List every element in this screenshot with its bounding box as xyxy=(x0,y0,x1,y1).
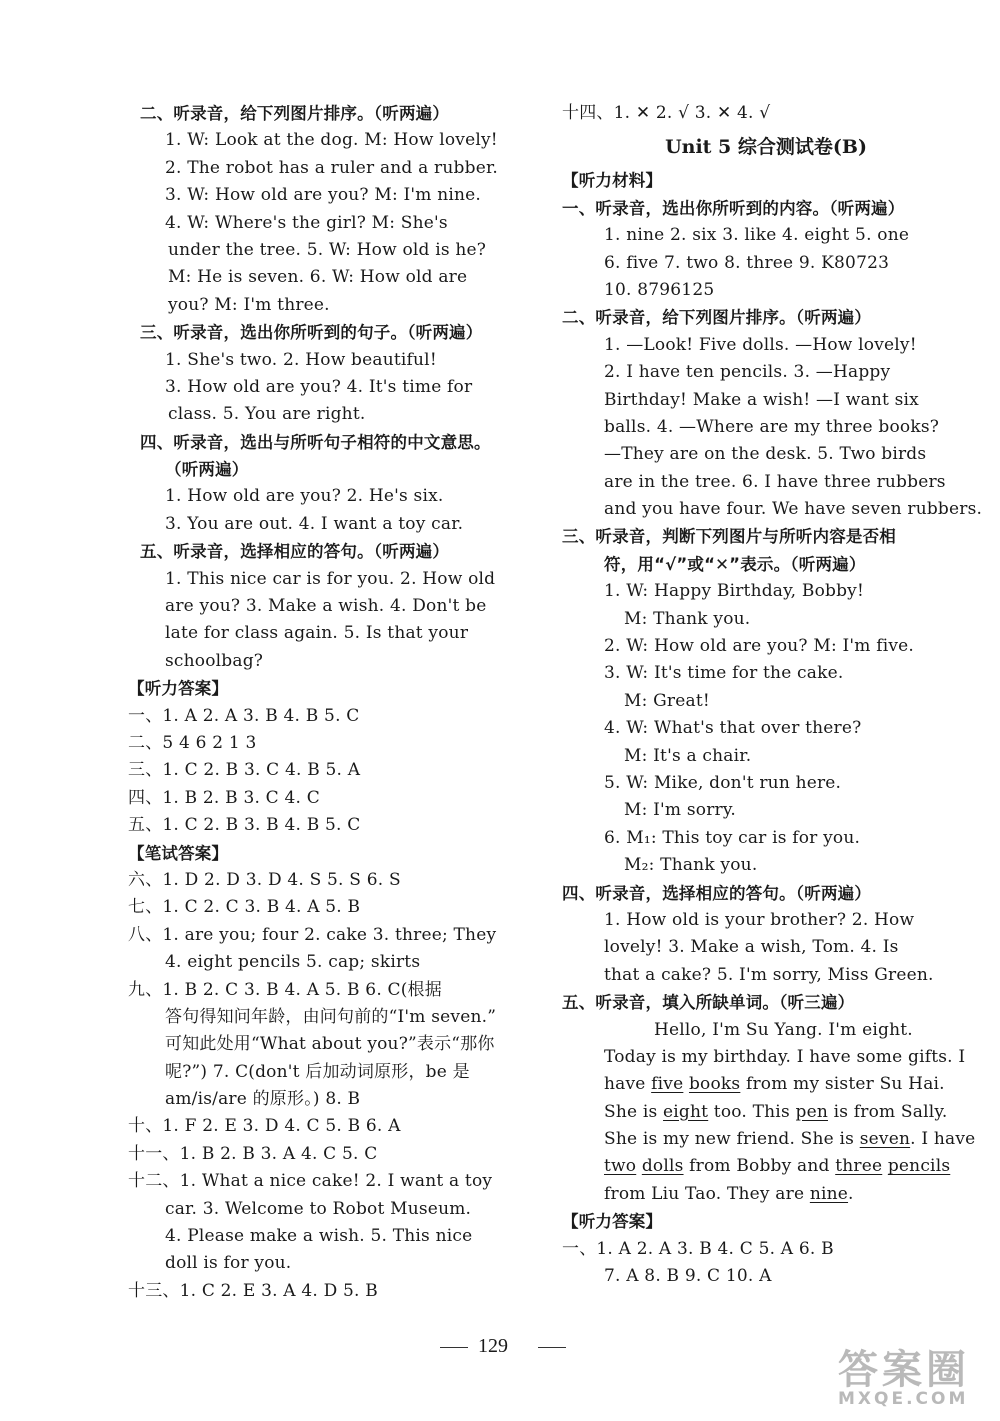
passage-text: Today is my birthday. I have some gifts. I xyxy=(604,1046,966,1067)
right-line: balls. 4. —Where are my three books? xyxy=(604,416,940,437)
left-line: 二、5 4 6 2 1 3 xyxy=(128,732,257,753)
passage-text: . xyxy=(848,1183,854,1204)
page-dash-right xyxy=(538,1347,566,1348)
watermark-text: 答案圈 xyxy=(838,1347,970,1393)
left-line: 1. How old are you? 2. He's six. xyxy=(165,486,444,507)
left-line: 3. You are out. 4. I want a toy car. xyxy=(165,513,464,534)
left-line: 四、1. B 2. B 3. C 4. C xyxy=(128,787,320,808)
watermark-url: MXQE.COM xyxy=(838,1389,969,1409)
left-line: am/is/are 的原形。) 8. B xyxy=(165,1089,361,1110)
right-line: M₂: Thank you. xyxy=(624,855,758,876)
right-line: 5. W: Mike, don't run here. xyxy=(604,772,842,793)
right-line: 一、听录音，选出你所听到的内容。（听两遍） xyxy=(562,198,905,218)
left-line: 二、听录音，给下列图片排序。（听两遍） xyxy=(140,104,450,123)
passage-text: too. This xyxy=(708,1101,796,1122)
right-line: Birthday! Make a wish! —I want six xyxy=(604,389,919,410)
answer-line: 【听力答案】 xyxy=(562,1212,663,1232)
right-line: M: It's a chair. xyxy=(624,745,752,766)
passage-line xyxy=(562,1071,970,1098)
left-line: under the tree. 5. W: How old is he? xyxy=(168,239,487,260)
right-line: 1. W: Happy Birthday, Bobby! xyxy=(604,581,865,602)
passage-line xyxy=(562,1099,970,1126)
passage-text: Hello, I'm Su Yang. I'm eight. xyxy=(654,1019,913,1040)
left-line: 四、听录音，选出与所听句子相符的中文意思。 xyxy=(140,432,491,452)
left-line: 一、1. A 2. A 3. B 4. B 5. C xyxy=(128,705,360,726)
left-line: 【笔试答案】 xyxy=(128,843,229,863)
left-line: are you? 3. Make a wish. 4. Don't be xyxy=(165,596,487,617)
left-line: late for class again. 5. Is that your xyxy=(165,623,469,644)
left-line: car. 3. Welcome to Robot Museum. xyxy=(165,1198,472,1219)
right-line: lovely! 3. Make a wish, Tom. 4. Is xyxy=(604,937,899,958)
answer-blank: three xyxy=(835,1156,883,1177)
left-line: 4. Please make a wish. 5. This nice xyxy=(165,1226,473,1247)
left-line: you? M: I'm three. xyxy=(168,294,330,315)
right-line: 2. W: How old are you? M: I'm five. xyxy=(604,636,915,657)
passage-text: from Bobby and xyxy=(683,1156,836,1177)
answer-blank: books xyxy=(688,1074,741,1095)
right-line: and you have four. We have seven rubbers. xyxy=(604,499,983,520)
right-line: that a cake? 5. I'm sorry, Miss Green. xyxy=(604,964,934,985)
right-line: 符，用“√”或“✕”表示。（听两遍） xyxy=(604,554,866,574)
passage-text: She is xyxy=(604,1101,664,1122)
right-line: 1. —Look! Five dolls. —How lovely! xyxy=(604,334,917,355)
answer-blank: pencils xyxy=(887,1156,951,1177)
right-line: 3. W: It's time for the cake. xyxy=(604,663,844,684)
left-line: 可知此处用“What about you?”表示“那你 xyxy=(165,1034,495,1055)
left-line: 七、1. C 2. C 3. B 4. A 5. B xyxy=(128,897,361,918)
left-line: 十三、1. C 2. E 3. A 4. D 5. B xyxy=(128,1280,378,1301)
right-line: 10. 8796125 xyxy=(604,279,715,300)
passage-text: She is my new friend. She is xyxy=(604,1129,860,1150)
passage-text: . I have xyxy=(910,1129,976,1150)
right-line: —They are on the desk. 5. Two birds xyxy=(604,444,927,465)
left-line: 九、1. B 2. C 3. B 4. A 5. B 6. C(根据 xyxy=(128,979,442,1000)
left-line: M: He is seven. 6. W: How old are xyxy=(168,267,468,288)
left-line: 3. How old are you? 4. It's time for xyxy=(165,376,473,397)
left-line: 1. W: Look at the dog. M: How lovely! xyxy=(165,130,498,151)
left-line: 3. W: How old are you? M: I'm nine. xyxy=(165,185,482,206)
right-line: 四、听录音，选择相应的答句。（听两遍） xyxy=(562,883,872,903)
left-line: 十、1. F 2. E 3. D 4. C 5. B 6. A xyxy=(128,1116,401,1137)
left-line: class. 5. You are right. xyxy=(168,404,366,425)
page-dash-left xyxy=(440,1347,468,1348)
passage-text: have xyxy=(604,1074,652,1095)
answer-blank: seven xyxy=(859,1129,911,1150)
right-line: M: Great! xyxy=(624,690,710,711)
right-line: 1. nine 2. six 3. like 4. eight 5. one xyxy=(604,225,910,246)
answer-blank: eight xyxy=(663,1101,709,1122)
left-line: 五、1. C 2. B 3. B 4. B 5. C xyxy=(128,815,361,836)
left-line: 五、听录音，选择相应的答句。（听两遍） xyxy=(140,542,450,562)
passage-text: from my sister Su Hai. xyxy=(740,1074,945,1095)
right-line: 二、听录音，给下列图片排序。（听两遍） xyxy=(562,308,872,328)
unit-title: Unit 5 综合测试卷(B) xyxy=(665,136,867,159)
left-line: 1. This nice car is for you. 2. How old xyxy=(165,568,496,589)
answer-blank: five xyxy=(651,1074,684,1095)
right-line: 【听力材料】 xyxy=(562,171,663,191)
right-line: 6. five 7. two 8. three 9. K80723 xyxy=(604,252,890,273)
passage-line xyxy=(562,1017,970,1044)
right-line: 三、听录音，判断下列图片与所听内容是否相 xyxy=(562,527,896,547)
right-column xyxy=(562,100,983,1290)
passage-text: is from Sally. xyxy=(827,1101,948,1122)
right-line: M: I'm sorry. xyxy=(624,800,737,821)
watermark-logo xyxy=(838,1338,988,1408)
left-line: 2. The robot has a ruler and a rubber. xyxy=(165,157,499,178)
left-line: 三、听录音，选出你所听到的句子。（听两遍） xyxy=(140,323,483,343)
left-line: schoolbag? xyxy=(165,650,264,671)
listening-answers xyxy=(562,1208,970,1290)
passage-line xyxy=(562,1044,970,1071)
passage-line xyxy=(562,1126,976,1153)
passage-line xyxy=(562,1181,970,1208)
answer-blank: two xyxy=(604,1156,637,1177)
passage-text: from Liu Tao. They are xyxy=(604,1183,810,1204)
left-line: （听两遍） xyxy=(165,460,249,480)
right-line: 五、听录音，填入所缺单词。（听三遍） xyxy=(562,993,855,1013)
right-line: M: Thank you. xyxy=(624,608,751,629)
left-line: 4. W: Where's the girl? M: She's xyxy=(165,212,448,233)
right-line: 4. W: What's that over there? xyxy=(604,718,862,739)
left-line: 【听力答案】 xyxy=(128,679,229,699)
answer-line: 一、1. A 2. A 3. B 4. C 5. A 6. B xyxy=(562,1238,834,1259)
right-line: 6. M₁: This toy car is for you. xyxy=(604,827,861,848)
left-line: 答句得知问年龄，由问句前的“I'm seven.” xyxy=(165,1006,497,1027)
left-line: 八、1. are you; four 2. cake 3. three; They xyxy=(128,924,497,945)
listening-material xyxy=(562,167,983,1016)
answer-blank: pen xyxy=(795,1101,828,1122)
right-line: are in the tree. 6. I have three rubbers xyxy=(604,471,946,492)
left-line: 三、1. C 2. B 3. C 4. B 5. A xyxy=(128,760,361,781)
left-line: 六、1. D 2. D 3. D 4. S 5. S 6. S xyxy=(128,869,401,890)
right-line: 2. I have ten pencils. 3. —Happy xyxy=(604,362,891,383)
page-number: 129 xyxy=(478,1335,508,1357)
left-line: doll is for you. xyxy=(165,1253,292,1274)
left-line: 十一、1. B 2. B 3. A 4. C 5. C xyxy=(128,1143,378,1164)
section-14-answers: 十四、1. ✕ 2. √ 3. ✕ 4. √ xyxy=(562,103,771,123)
answer-line: 7. A 8. B 9. C 10. A xyxy=(604,1266,772,1287)
left-line: 呢?”) 7. C(don't 后加动词原形，be 是 xyxy=(165,1061,470,1082)
left-column xyxy=(128,100,535,1305)
left-line: 1. She's two. 2. How beautiful! xyxy=(165,349,437,370)
left-line: 4. eight pencils 5. cap; skirts xyxy=(165,952,421,973)
left-line: 十二、1. What a nice cake! 2. I want a toy xyxy=(128,1171,493,1192)
passage-line xyxy=(562,1153,970,1180)
right-line: 1. How old is your brother? 2. How xyxy=(604,909,915,930)
answer-blank: nine xyxy=(809,1183,849,1204)
answer-blank: dolls xyxy=(641,1156,684,1177)
fill-in-passage xyxy=(562,1017,976,1209)
